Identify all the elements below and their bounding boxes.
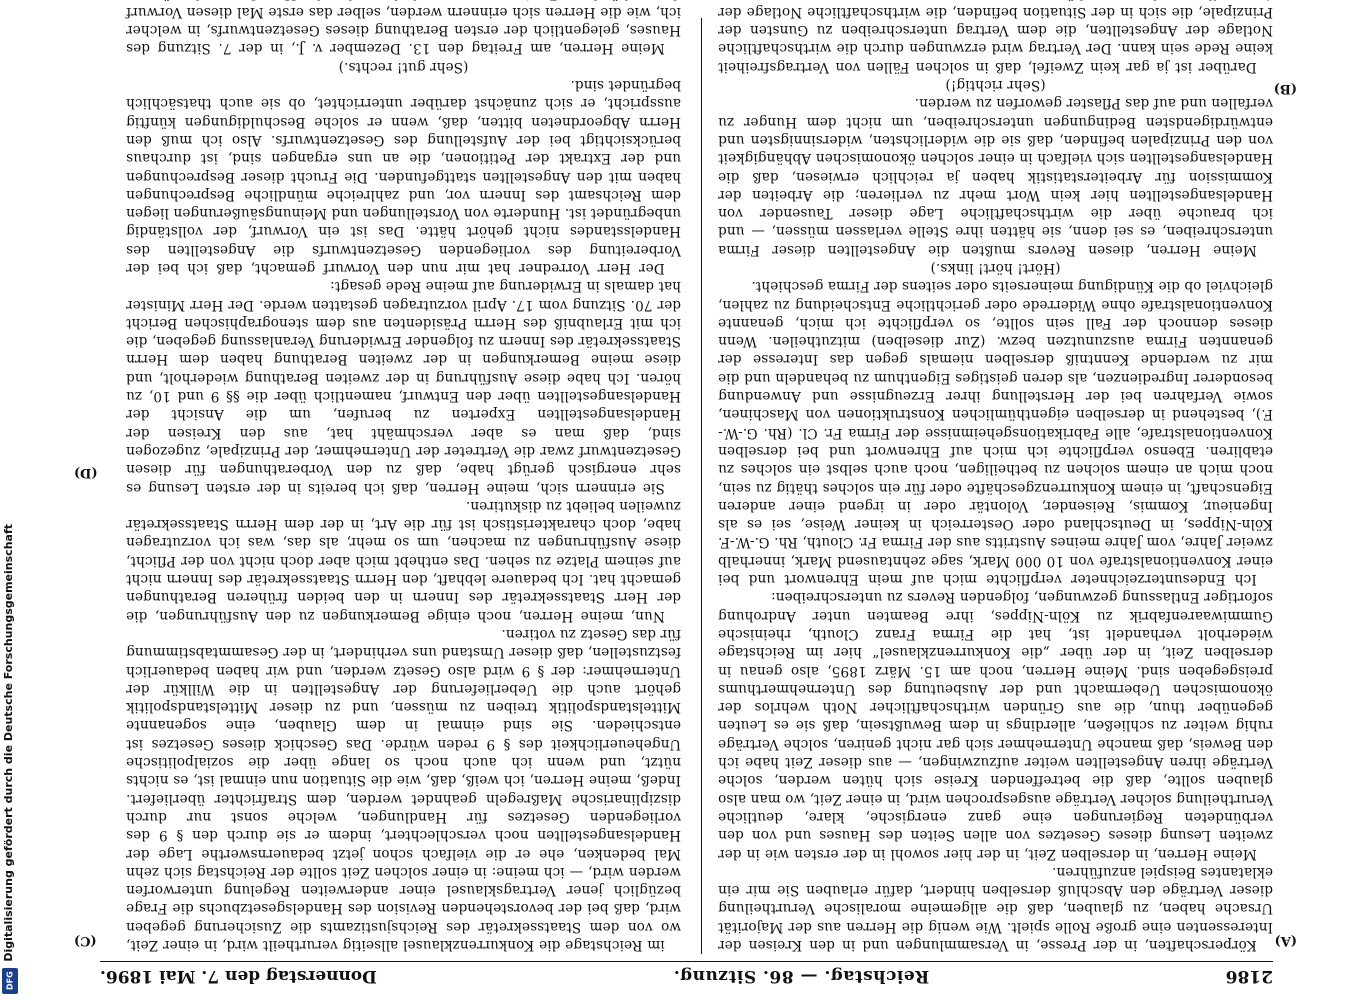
left-text-column: [718, 3, 1273, 954]
margin-mark-a: (A): [1274, 933, 1297, 948]
column-divider: [701, 18, 702, 954]
paragraph: Sie erinnern sich, meine Herren, daß ich bereits in der ersten Lesung es sehr energisch gerügt habe, daß zu den Vorberathungen für diesen Gesetzentwurf zwar die Vertreter der Unternehmer, der Prinzipale, zugezogen sind, daß man es aber verschmäht hat, aus den Kreisen der Handelsangestellten Experten zu berufen, um die Ansicht der Handelsangestellten über den Entwurf, namentlich über die §§ 9 und 10, zu hören. Ich habe diese Ausführung in der zweiten Berathung wiederholt, und diese meine Bemerkungen in der zweiten Berathung haben dem Herrn Staatssekretär des Innern zu folgender Erwiderung Veranlassung gegeben, die ich mit Erlaubniß des Herrn Präsidenten aus dem stenographischen Bericht der 70. Sitzung vom 17. April vorzutragen gestatten werde. Der Herr Minister hat damals in Erwiderung auf meine Rede gesagt:: [126, 278, 681, 496]
quoted-speech: Der Herr Vorredner hat mir nun den Vorwurf gemacht, daß ich bei der Vorbereitung des vorliegenden Gesetzentwurfs die Angestellten des Handelsstandes nicht gehört hätte. Das ist ein Vorwurf, der vollständig unbegründet ist. Hunderte von Vorstellungen und Meinungsäußerungen liegen dem Reichsamt des Innern vor, und zahlreiche mündliche Besprechungen haben mit den Angestellten stattgefunden. Die Frucht dieser Besprechungen und der Extrakt der Petitionen, die an uns ergangen sind, ist durchaus berücksichtigt bei der Aufstellung des Gesetzentwurfs. Also ich muß den Herrn Abgeordneten bitten, daß, wenn er solche Beschuldigungen künftig ausspricht, er sich zunächst darüber unterrichtet, ob sie auch thatsächlich begründet sind.: [126, 77, 681, 277]
page-number: 2186: [1225, 966, 1273, 986]
dfg-logo: DFG: [2, 968, 18, 994]
digitization-credit-strip: [0, 0, 22, 1000]
interjection: (Sehr gut! rechts.): [338, 58, 469, 75]
session-date: Donnerstag den 7. Mai 1896.: [100, 966, 377, 986]
margin-mark-b: (B): [1273, 81, 1297, 96]
quoted-revers: Ich Endesunterzeichneter verpflichte mich auf mein Ehrenwort und bei einer Konventionalstrafe von 10 000 Mark, sage zehntausend Mark, innerhalb zweier Jahre, vom Jahre meines Austritts aus der Firma Fr. Clouth, Rh. G.-W.-F. Köln-Nippes, in Deutschland oder Oesterreich in keiner Weise, sei es als Ingenieur, Kommis, Reisender, Volontär oder in irgend einer anderen Eigenschaft, in einem Konkurrenzgeschäfte oder für ein solches thätig zu sein, noch mich an einem solchen zu betheiligen, noch auch selbst ein solches zu etabliren. Ebenso verpflichte ich mich auf Ehrenwort und bei derselben Konventionalstrafe, alle Fabrikationsgeheimnisse der Firma Fr. Cl. (Rh. G.-W.-F.), bestehend in derselben eigenthümlichen Konstruktionen von Maschinen, sowie Verfahren bei der Herstellung ihrer Erzeugnisse und Anwendung besonderer Ingredienzen, als deren geistiges Eigenthum zu behandeln und die mir zu werdende Kenntniß derselben niemals gegen das Interesse der genannten Firma auszunutzen bezw. (Zur dieselben) mitzutheilen. Wenn dieses dennoch der Fall sein sollte, so verpflichte ich mich, genannte Konventionalstrafe ohne Widerrede oder gerichtliche Entscheidung zu zahlen, gleichviel ob die Kündigung meinerseits oder seitens der Firma geschieht.: [718, 278, 1273, 588]
page-header: [100, 961, 1273, 986]
paragraph: Nun, meine Herren, noch einige Bemerkungen zu den Ausführungen, die der Herr Staatssekretär des Innern in den beiden früheren Berathungen gemacht hat. Ich bedauere lebhaft, den Herrn Staatssekretär des Innern nicht auf seinem Platze zu sehen. Das enthebt mich aber doch nicht von der Pflicht, diese Ausführungen zu machen, um so mehr, als das, was ich vorzutragen habe, doch charakteristisch ist für die Art, in der dem Herrn Staatssekretär zuweilen beliebt zu diskutiren.: [126, 497, 681, 624]
interjection: (Sehr richtig!): [945, 77, 1046, 94]
paragraph: Meine Herren, diesen Revers mußten die Angestellten dieser Firma unterschreiben, es sei denn, sie hätten ihre Stelle verlassen müssen, — und ich brauche über die wirthschaftliche Lage dieser Tausender von Handelsangestellten hier kein Wort mehr zu verlieren; die Arbeiten der Kommission für Arbeiterstatistik haben ja reichlich erwiesen, daß die Handelsangestellten sich vielfach in einer solchen ökonomischen Abhängigkeit von den Prinzipalen befinden, daß sie die widerlichsten, widersinnigsten und entwürdigendsten Bedingungen unterschreiben, um nicht dem Hunger zu verfallen und auf das Pflaster geworfen zu werden.: [718, 95, 1273, 258]
margin-mark-d: (D): [74, 465, 98, 480]
paragraph: Darüber ist ja gar kein Zweifel, daß in solchen Fällen von Vertragsfreiheit keine Rede sein kann. Der Vertrag wird erzwungen durch die wirthschaftliche Notlage der Angestellten, die dem Vertrag unterschreiben zu Gunsten der Prinzipale, die sich in der Situation befinden, die wirthschaftliche Notlage der: [718, 3, 1273, 75]
digitization-credit-text: Digitalisierung gefördert durch die Deutsche Forschungsgemeinschaft: [2, 524, 15, 962]
margin-mark-c: (C): [74, 933, 97, 948]
paragraph: Meine Herren, in derselben Zeit, in der hier sowohl in der ersten wie in der zweiten Lesung dieses Gesetzes von allen Seiten des Hauses und von den verbündeten Regierungen eine ganz energische, klare, deutliche Verurtheilung solcher Verträge ausgesprochen wird, in einer Zeit, wo man also glauben sollte, daß die betreffenden Kreise sich hüten werden, solche Verträge ihren Angestellten weiter aufzuzwingen, — aus dieser Zeit habe ich den Beweis, daß manche Unternehmer sich gar nicht geniren, solche Verträge ruhig weiter zu schließen, allerdings in dem Bewußtsein, daß sie es Leuten gegenüber thun, die aus Gründen wirthschaftlicher Noth wehrlos der ökonomischen Uebermacht und der Ausbeutung des Unternehmerthums preisgegeben sind. Meine Herren, noch am 15. März 1895, also genau in derselben Zeit, in der über „die Konkurrenzklausel“ hier im Reichstage wiederholt verhandelt ist, hat die Firma Franz Clouth, rheinische Gummiwaarenfabrik zu Köln-Nippes, ihre Beamten unter Androhung sofortiger Entlassung gezwungen, folgenden Revers zu unterschreiben:: [718, 589, 1273, 862]
right-text-column: [126, 3, 681, 954]
interjection: (Hört! hört! links.): [930, 260, 1061, 277]
paragraph: Körperschaften, in der Presse, in Versammlungen und in den Kreisen der Interessenten eine große Rolle spielt. Wie wenig die Herren aus der Majorität Ursache haben, zu glauben, daß die allgemeine moralische Verurtheilung dieser Verträge den Abschluß derselben hindert, dafür erlauben Sie mir ein eklatantes Beispiel anzuführen.: [718, 863, 1273, 953]
paragraph: im Reichstage die Konkurrenzklausel allseitig verurtheilt wird, in einer Zeit, wo von dem Staatssekretär des Reichsjustizamts die Zusicherung gegeben wird, daß bei der bevorstehenden Revision des Handelsgesetzbuchs die Frage bezüglich jener Vertragsklausel einer anderweiten Regelung unterworfen werden wird, — ich meine: in einer solchen Zeit sollte der Reichstag sich zehn Mal bedenken, ehe er die vielfach schon jetzt bedauernswerthe Lage der Handelsangestellten noch verschlechtert, indem er sie durch den § 9 des vorliegenden Gesetzes für Handlungen, welche sonst nur durch disziplinarische Maßregeln geahndet werden, dem Strafrichter überliefert. Indeß, meine Herren, ich weiß, daß, wie die Situation nun einmal ist, es nichts nützt, und wenn ich auch noch so lange über die sozialpolitische Ungeheuerlichkeit des § 9 reden würde. Das Geschick dieses Gesetzes ist entschieden. Sie sind einmal in dem Glauben, eine sogenannte Mittelstandspolitik treiben zu müssen, und zu dieser Mittelstandspolitik gehört auch die Ueberlieferung der Angestellten in die Willkür der Unternehmer: der § 9 wird also Gesetz werden, und wir haben bedauerlich festzustellen, daß dieser Umstand uns verhindert, in der Gesammtabstimmung für das Gesetz zu votiren.: [126, 625, 681, 953]
paragraph: Meine Herren, am Freitag den 13. Dezember v. J., in der 7. Sitzung des Hauses, gelegentlich der ersten Berathung dieses Gesetzentwurfs, in welcher ich, wie die Herren sich erinnern werden, selber das erste Mal diesen Vorwurf: [126, 3, 681, 57]
document-page: [60, 0, 1313, 1000]
session-title: Reichstag. — 86. Sitzung.: [673, 966, 930, 986]
